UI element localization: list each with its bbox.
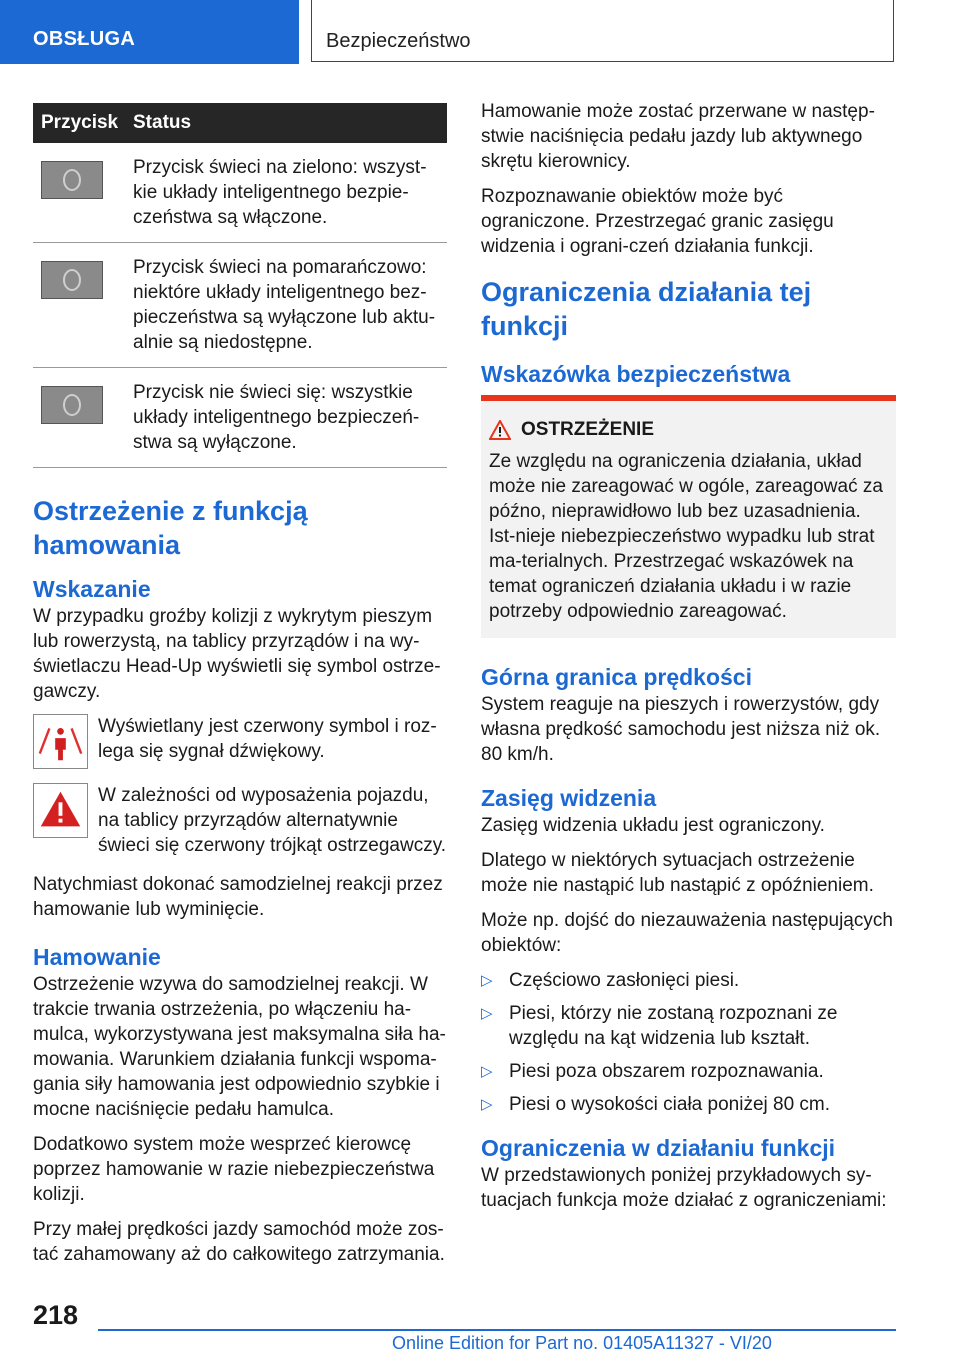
paragraph-recognition: Rozpoznawanie obiektów może być ograniczone. Przestrzegać granic zasięgu widzenia i ograni-czeń działania funkcji. [481,186,834,257]
figure-text-pedestrian: Wyświetlany jest czerwony symbol i roz-lega się sygnał dźwiękowy. [98,716,437,762]
paragraph-range-2: Dlatego w niektórych sytuacjach ostrzeżenie może nie nastąpić lub nastąpić z opóźnieniem. [481,850,874,896]
warning-triangle-icon [489,420,511,440]
table-header-status: Status [133,103,447,143]
warning-text: Ze względu na ograniczenia działania, układ może nie zareagować w ogóle, zareagować za późno, nieprawidłowo lub bez uzasadnienia. Ist-nieje niebezpieczeństwo wypadku lub strat ma-terialnych. Przestrzegać wskazówek na temat ograniczeń działania układu i w razie potrzeby odpowiednio zareagować. [489,451,883,622]
figure-row-triangle [33,783,447,858]
paragraph-range-1: Zasięg widzenia układu jest ograniczony. [481,815,825,836]
paragraph-function: W przedstawionych poniżej przykładowych sy-tuacjach funkcja może działać z ograniczeniami: [481,1165,887,1211]
warning-triangle-icon [33,783,88,838]
page-header [0,0,960,66]
bullet-arrow-icon: ▷ [481,1063,493,1080]
heading-range: Zasięg widzenia [481,785,657,811]
footer-divider [98,1329,896,1331]
table-row [33,368,447,468]
list-item: ▷ Piesi, którzy nie zostaną rozpoznani ze względu na kąt widzenia lub kształt. [481,1003,838,1049]
table-row [33,243,447,368]
paragraph-range-3: Może np. dojść do niezauważenia następujących obiektów: [481,910,893,956]
paragraph-interrupt: Hamowanie może zostać przerwane w następ-stwie naciśnięcia pedału jazdy lub aktywnego skrętu kierownicy. [481,101,875,172]
paragraph-indication: W przypadku groźby kolizji z wykrytym pieszym lub rowerzystą, na tablicy przyrządów i na wy-świetlaczu Head-Up wyświetli się symbol ostrze-gawczy. [33,606,441,702]
figure-text-triangle: W zależności od wyposażenia pojazdu, na tablicy przyrządów alternatywnie świeci się czerwony trójkąt ostrzegawczy. [98,785,447,856]
paragraph-braking-2: Dodatkowo system może wesprzeć kierowcę poprzez hamowanie w razie niebezpieczeństwa kolizji. [33,1134,435,1205]
list-item: ▷ Piesi o wysokości ciała poniżej 80 cm. [481,1094,831,1115]
list-item: ▷ Piesi poza obszarem rozpoznawania. [481,1061,824,1082]
assist-button-icon [41,161,103,199]
heading-function-limits: Ograniczenia w działaniu funkcji [481,1135,836,1161]
right-column [481,99,896,1223]
warning-label: OSTRZEŻENIE [521,419,655,440]
paragraph-braking-3: Przy małej prędkości jazdy samochód może zos-tać zahamowany aż do całkowitego zatrzymania. [33,1219,445,1265]
list-item: ▷ Częściowo zasłonięci piesi. [481,970,740,991]
heading-brake-warning: Ostrzeżenie z funkcją hamowania [33,496,308,560]
page-number: 218 [33,1300,79,1330]
table-cell-status: Przycisk nie świeci się: wszystkie układy inteligentnego bezpieczeń-stwa są wyłączone. [133,368,447,468]
heading-limits: Ograniczenia działania tej funkcji [481,277,812,341]
table-cell-status: Przycisk świeci na zielono: wszyst-kie układy inteligentnego bezpie-czeństwa są włączone. [133,143,447,243]
bullet-arrow-icon: ▷ [481,1005,493,1022]
section-tab [0,0,299,64]
figure-row-pedestrian [33,714,447,769]
paragraph-braking-1: Ostrzeżenie wzywa do samodzielnej reakcji. W trakcie trwania ostrzeżenia, po włączeniu ha-mulca, wykorzystywana jest maksymalna siła ha-mowania. Warunkiem działania funkcji wspoma-gania siły hamowania jest odpowiednio szybkie i mocne naciśnięcie pedału hamulca. [33,974,446,1120]
button-status-table [33,103,447,468]
assist-button-icon [41,261,103,299]
bullet-arrow-icon: ▷ [481,972,493,989]
edition-label: Online Edition for Part no. 01405A11327 - VI/20 [392,1333,772,1353]
chapter-title: Bezpieczeństwo [326,30,471,52]
object-list [481,968,896,1117]
paragraph-react: Natychmiast dokonać samodzielnej reakcji przez hamowanie lub wyminięcie. [33,874,443,920]
paragraph-speed: System reaguje na pieszych i rowerzystów, gdy własna prędkość samochodu jest niższa niż ok. 80 km/h. [481,694,881,765]
heading-braking: Hamowanie [33,944,161,970]
table-cell-status: Przycisk świeci na pomarańczowo: niektóre układy inteligentnego bez-pieczeństwa są wyłączone lub aktu-alnie są niedostępne. [133,243,447,368]
left-column [33,103,447,1277]
section-label: OBSŁUGA [33,28,136,50]
table-header-button: Przycisk [33,103,133,143]
heading-speed-limit: Górna granica prędkości [481,664,752,690]
table-row [33,143,447,243]
warning-box [481,395,896,638]
heading-safety-note: Wskazówka bezpieczeństwa [481,361,791,387]
assist-button-icon [41,386,103,424]
bullet-arrow-icon: ▷ [481,1096,493,1113]
pedestrian-warning-icon [33,714,88,769]
heading-indication: Wskazanie [33,576,151,602]
chapter-title-box [311,0,894,62]
